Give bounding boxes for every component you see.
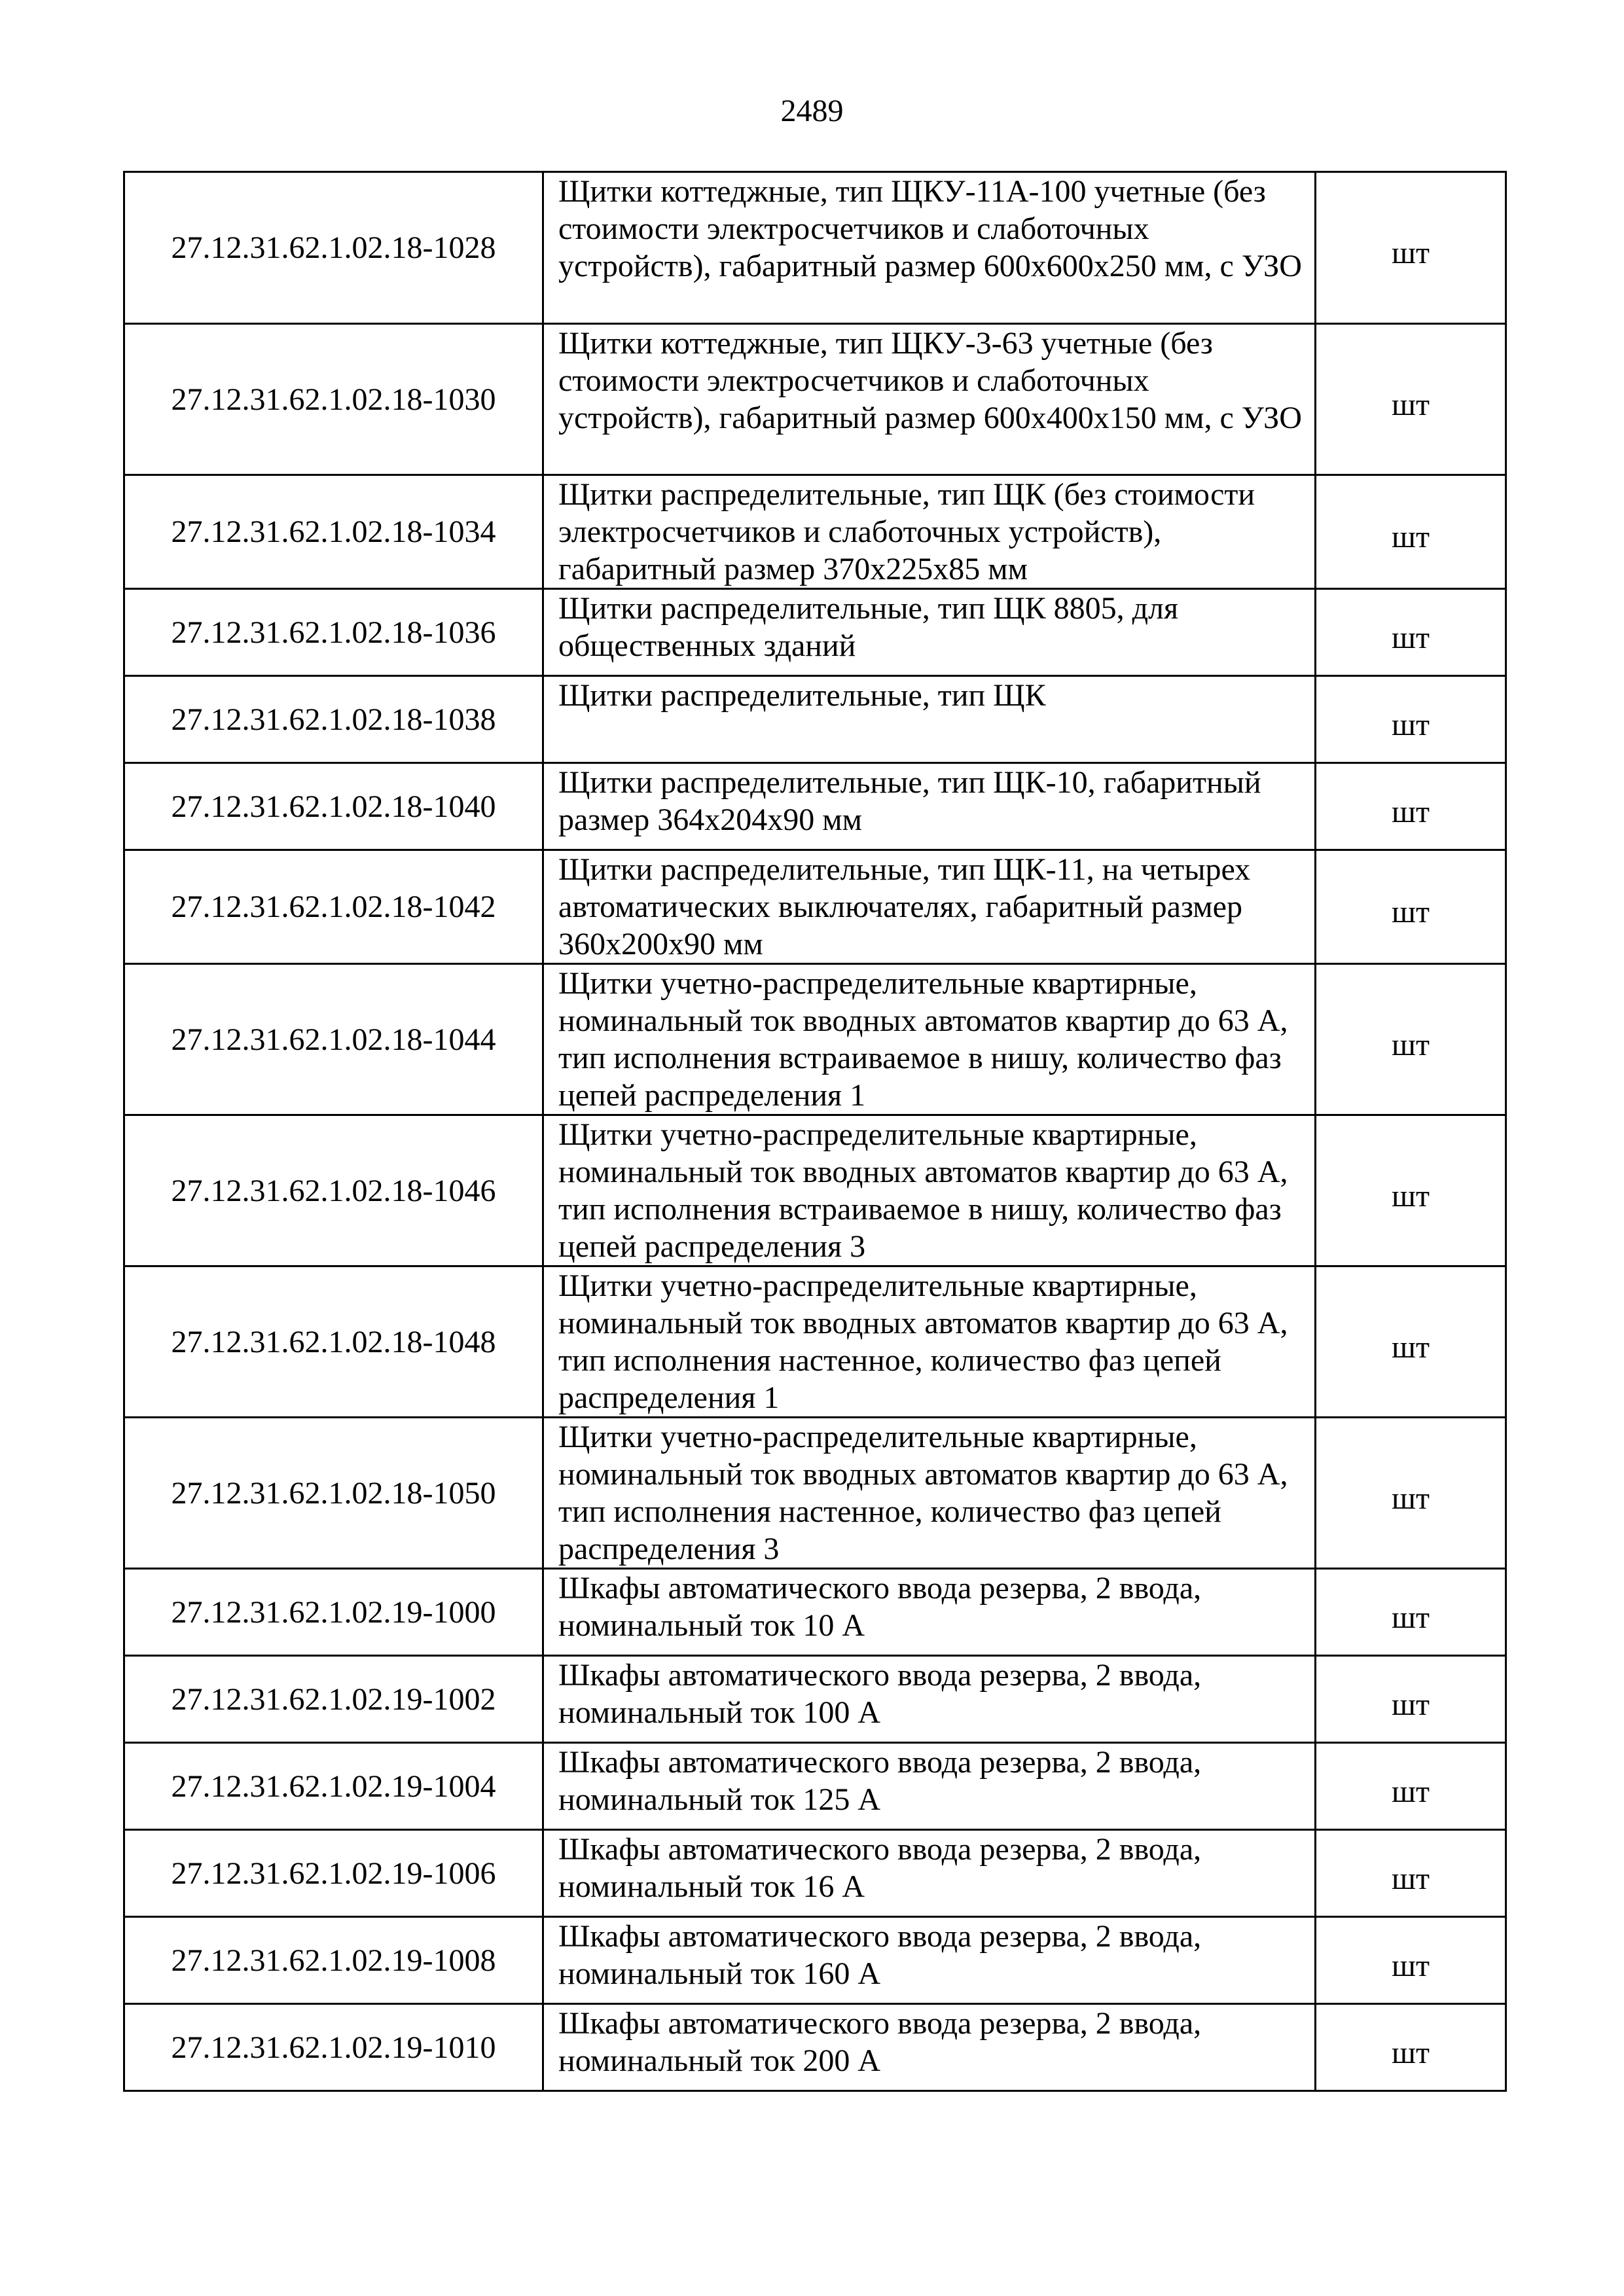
item-unit: шт bbox=[1316, 1743, 1506, 1830]
item-description: Шкафы автоматического ввода резерва, 2 ввода, номинальный ток 16 А bbox=[543, 1830, 1316, 1917]
table-row bbox=[124, 1569, 1506, 1656]
item-code: 27.12.31.62.1.02.18-1046 bbox=[124, 1115, 543, 1266]
item-code: 27.12.31.62.1.02.18-1028 bbox=[124, 172, 543, 324]
item-unit: шт bbox=[1316, 172, 1506, 324]
item-description: Щитки распределительные, тип ЩК-11, на четырех автоматических выключателях, габаритный размер 360х200х90 мм bbox=[543, 850, 1316, 964]
table-row bbox=[124, 676, 1506, 763]
item-description: Шкафы автоматического ввода резерва, 2 ввода, номинальный ток 125 А bbox=[543, 1743, 1316, 1830]
item-unit: шт bbox=[1316, 1569, 1506, 1656]
table-row bbox=[124, 763, 1506, 850]
item-description: Щитки коттеджные, тип ЩКУ-11А-100 учетные (без стоимости электросчетчиков и слаботочных устройств), габаритный размер 600х600х250 мм, с УЗО bbox=[543, 172, 1316, 324]
item-unit: шт bbox=[1316, 676, 1506, 763]
item-unit: шт bbox=[1316, 589, 1506, 676]
item-description: Щитки коттеджные, тип ЩКУ-3-63 учетные (без стоимости электросчетчиков и слаботочных устройств), габаритный размер 600х400х150 мм, с УЗО bbox=[543, 324, 1316, 475]
item-unit: шт bbox=[1316, 324, 1506, 475]
item-code: 27.12.31.62.1.02.18-1050 bbox=[124, 1418, 543, 1569]
table-row bbox=[124, 1115, 1506, 1266]
table-row bbox=[124, 172, 1506, 324]
item-code: 27.12.31.62.1.02.18-1042 bbox=[124, 850, 543, 964]
item-description: Щитки распределительные, тип ЩК (без стоимости электросчетчиков и слаботочных устройств), габаритный размер 370х225х85 мм bbox=[543, 475, 1316, 589]
item-description: Щитки учетно-распределительные квартирные, номинальный ток вводных автоматов квартир до 63 А, тип исполнения встраиваемое в нишу, количество фаз цепей распределения 3 bbox=[543, 1115, 1316, 1266]
item-code: 27.12.31.62.1.02.19-1000 bbox=[124, 1569, 543, 1656]
table-row bbox=[124, 850, 1506, 964]
item-unit: шт bbox=[1316, 1656, 1506, 1743]
table-row bbox=[124, 1266, 1506, 1418]
item-code: 27.12.31.62.1.02.19-1010 bbox=[124, 2004, 543, 2091]
item-unit: шт bbox=[1316, 1418, 1506, 1569]
table-row bbox=[124, 1830, 1506, 1917]
item-code: 27.12.31.62.1.02.18-1034 bbox=[124, 475, 543, 589]
item-description: Шкафы автоматического ввода резерва, 2 ввода, номинальный ток 200 А bbox=[543, 2004, 1316, 2091]
table-row bbox=[124, 2004, 1506, 2091]
item-code: 27.12.31.62.1.02.18-1038 bbox=[124, 676, 543, 763]
item-unit: шт bbox=[1316, 2004, 1506, 2091]
item-description: Шкафы автоматического ввода резерва, 2 ввода, номинальный ток 10 А bbox=[543, 1569, 1316, 1656]
table-row bbox=[124, 1743, 1506, 1830]
item-code: 27.12.31.62.1.02.18-1044 bbox=[124, 964, 543, 1115]
item-unit: шт bbox=[1316, 850, 1506, 964]
table-row bbox=[124, 1418, 1506, 1569]
item-code: 27.12.31.62.1.02.19-1004 bbox=[124, 1743, 543, 1830]
item-code: 27.12.31.62.1.02.18-1030 bbox=[124, 324, 543, 475]
table-row bbox=[124, 1656, 1506, 1743]
item-code: 27.12.31.62.1.02.19-1006 bbox=[124, 1830, 543, 1917]
price-list-table bbox=[123, 171, 1507, 2092]
table-row bbox=[124, 475, 1506, 589]
item-description: Щитки распределительные, тип ЩК bbox=[543, 676, 1316, 763]
item-description: Щитки распределительные, тип ЩК 8805, для общественных зданий bbox=[543, 589, 1316, 676]
item-code: 27.12.31.62.1.02.19-1008 bbox=[124, 1917, 543, 2004]
item-description: Шкафы автоматического ввода резерва, 2 ввода, номинальный ток 100 А bbox=[543, 1656, 1316, 1743]
item-unit: шт bbox=[1316, 1115, 1506, 1266]
item-code: 27.12.31.62.1.02.18-1036 bbox=[124, 589, 543, 676]
item-code: 27.12.31.62.1.02.18-1040 bbox=[124, 763, 543, 850]
table-row bbox=[124, 1917, 1506, 2004]
table-row bbox=[124, 964, 1506, 1115]
item-unit: шт bbox=[1316, 475, 1506, 589]
item-unit: шт bbox=[1316, 964, 1506, 1115]
table-row bbox=[124, 324, 1506, 475]
item-description: Щитки учетно-распределительные квартирные, номинальный ток вводных автоматов квартир до 63 А, тип исполнения настенное, количество фаз цепей распределения 1 bbox=[543, 1266, 1316, 1418]
item-description: Щитки распределительные, тип ЩК-10, габаритный размер 364х204х90 мм bbox=[543, 763, 1316, 850]
item-code: 27.12.31.62.1.02.18-1048 bbox=[124, 1266, 543, 1418]
item-code: 27.12.31.62.1.02.19-1002 bbox=[124, 1656, 543, 1743]
item-description: Щитки учетно-распределительные квартирные, номинальный ток вводных автоматов квартир до 63 А, тип исполнения встраиваемое в нишу, количество фаз цепей распределения 1 bbox=[543, 964, 1316, 1115]
item-unit: шт bbox=[1316, 1917, 1506, 2004]
item-unit: шт bbox=[1316, 1266, 1506, 1418]
item-unit: шт bbox=[1316, 763, 1506, 850]
table-row bbox=[124, 589, 1506, 676]
item-description: Щитки учетно-распределительные квартирные, номинальный ток вводных автоматов квартир до 63 А, тип исполнения настенное, количество фаз цепей распределения 3 bbox=[543, 1418, 1316, 1569]
item-description: Шкафы автоматического ввода резерва, 2 ввода, номинальный ток 160 А bbox=[543, 1917, 1316, 2004]
item-unit: шт bbox=[1316, 1830, 1506, 1917]
page-number: 2489 bbox=[780, 94, 844, 128]
